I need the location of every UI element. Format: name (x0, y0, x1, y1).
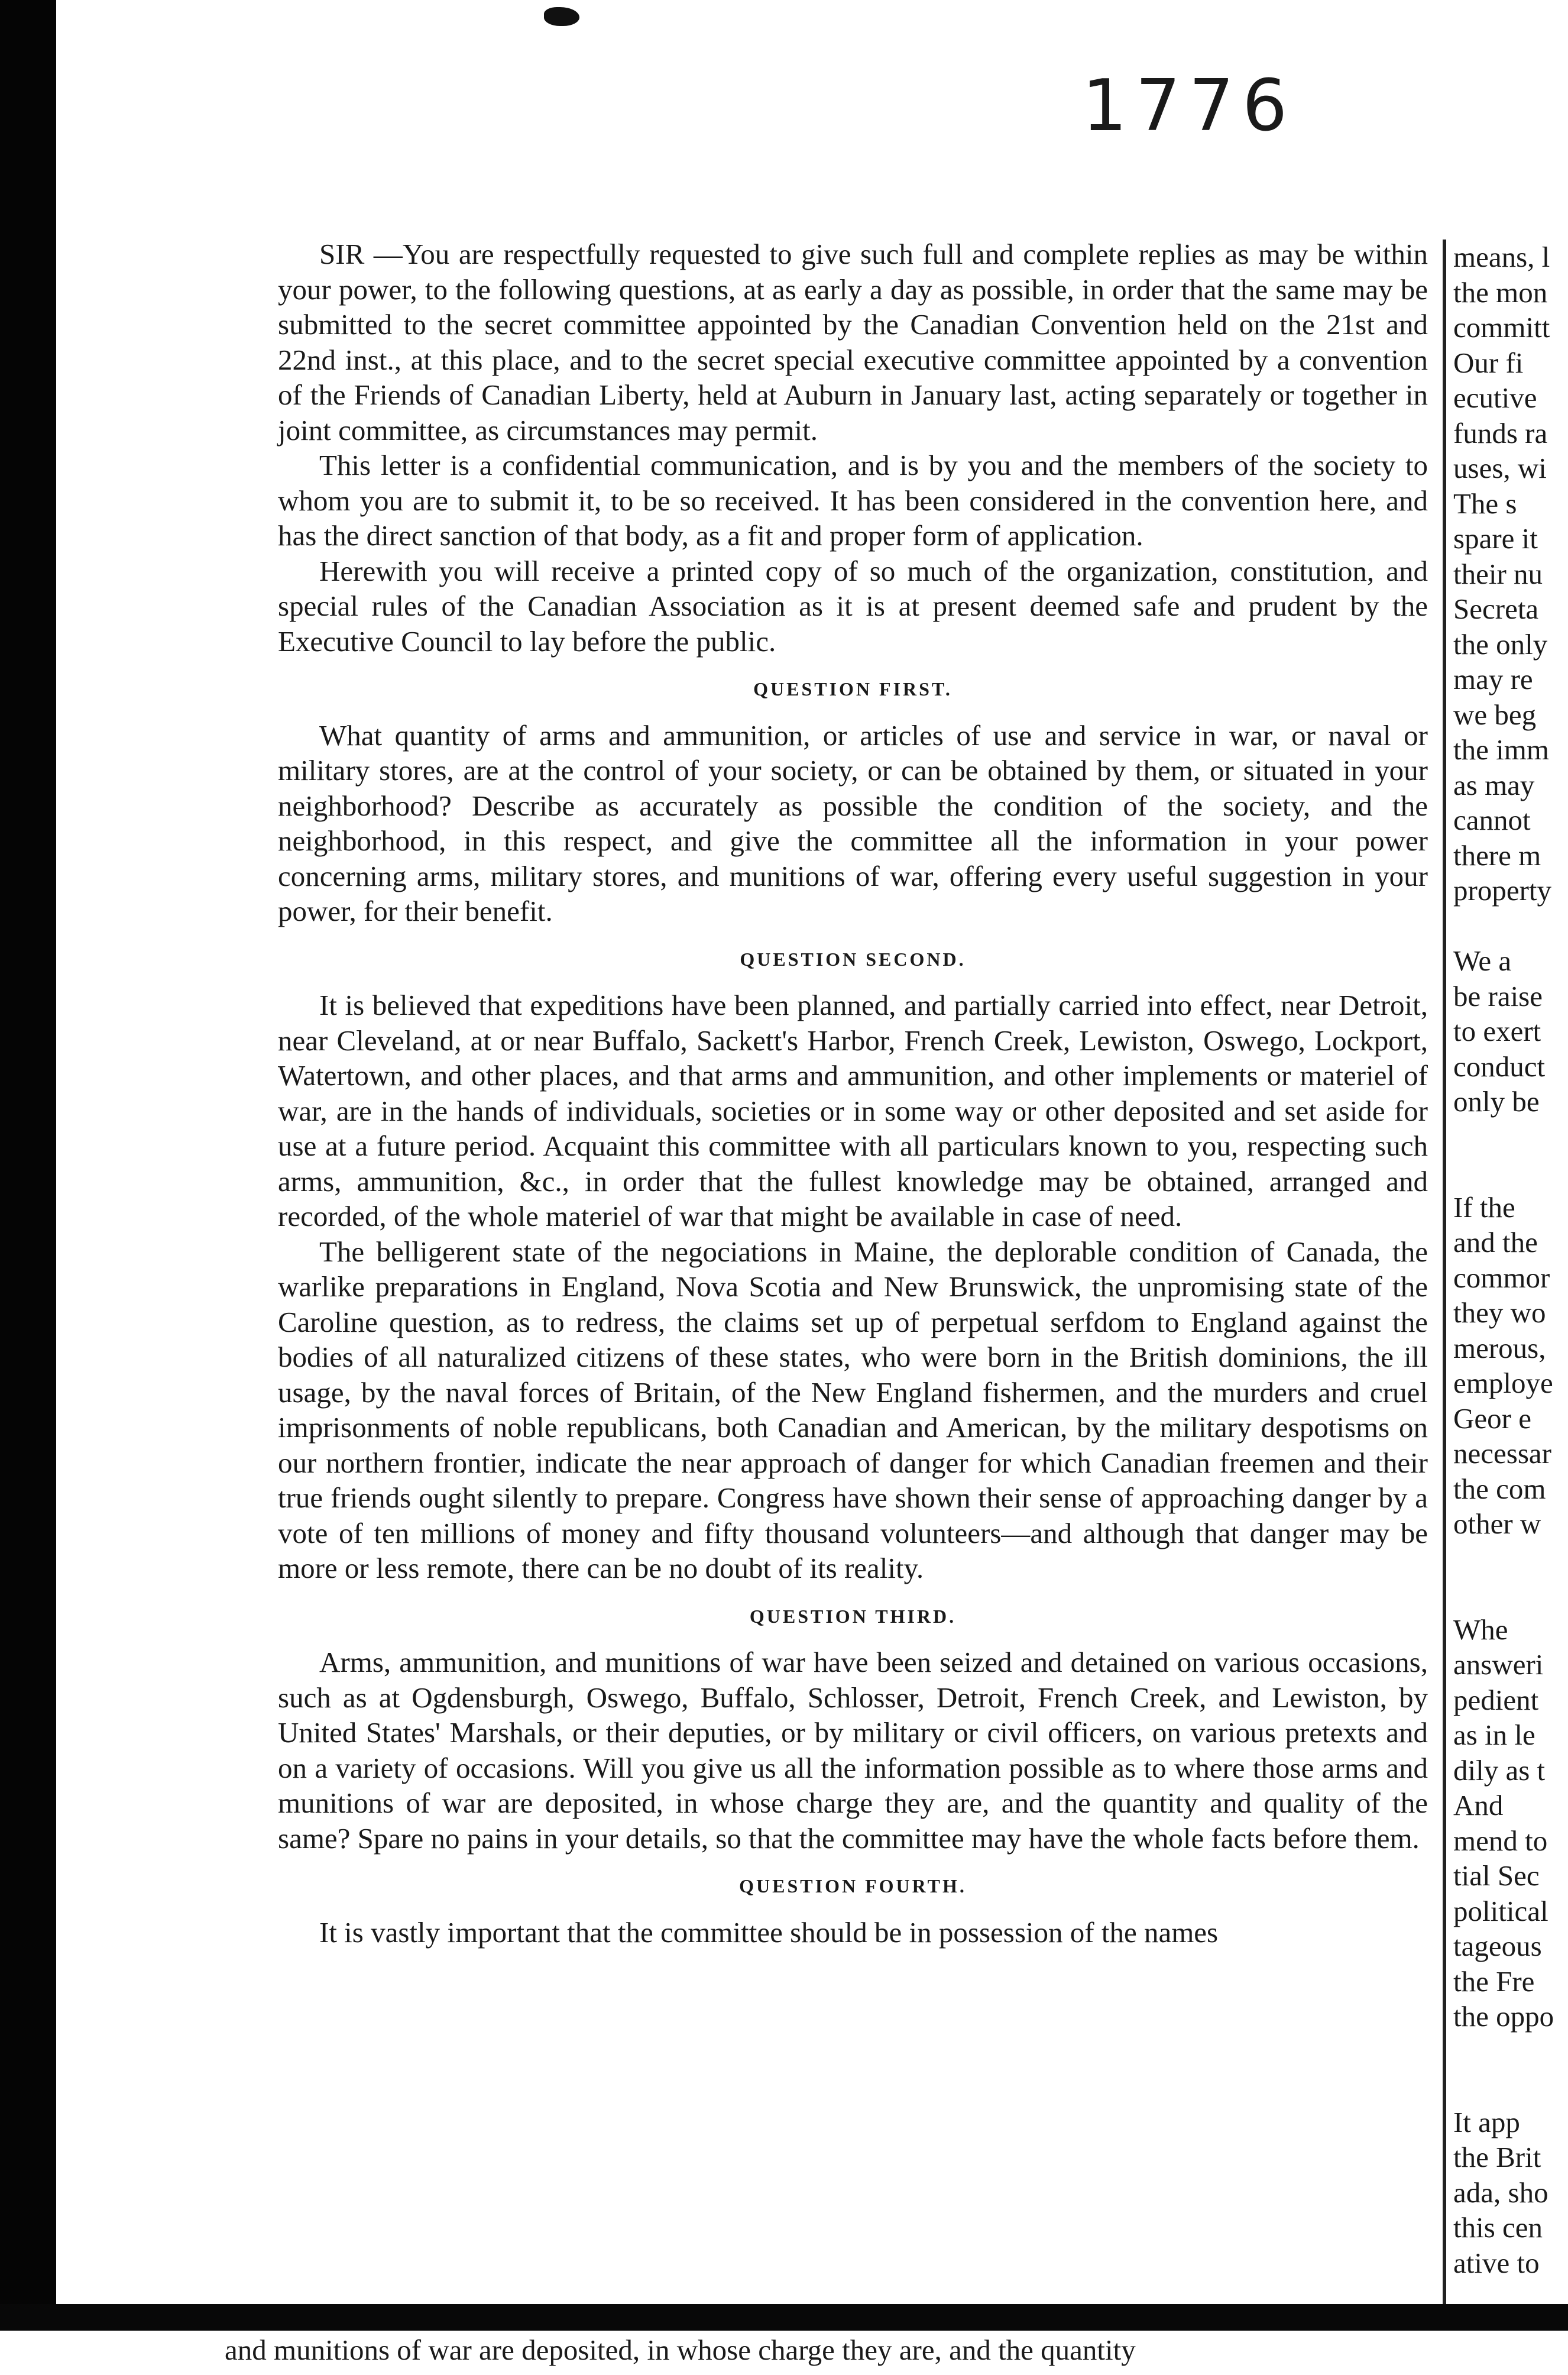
right-column-line: necessar (1453, 1437, 1551, 1470)
right-column-line: may re (1453, 663, 1533, 695)
right-column-line: spare it (1453, 522, 1538, 555)
right-column-line (1453, 1154, 1568, 1190)
right-column-line: as may (1453, 768, 1535, 801)
right-column-line: the oppo (1453, 2000, 1554, 2033)
main-column (278, 237, 1428, 1950)
right-column-line: It app (1453, 2105, 1520, 2138)
right-column-line: we beg (1453, 698, 1537, 731)
right-column-line (1453, 1119, 1568, 1155)
right-column-line: as in le (1453, 1719, 1535, 1751)
right-column-line (1453, 1577, 1568, 1612)
next-page-fragment: and munitions of war are deposited, in whose charge they are, and the quantity (225, 2334, 1136, 2366)
right-column-line: We a (1453, 944, 1512, 977)
right-column-line: tageous (1453, 1930, 1542, 1962)
right-column-line: political (1453, 1894, 1548, 1927)
right-column-line: conduct (1453, 1050, 1546, 1083)
right-column-line: If the (1453, 1190, 1515, 1224)
question-third-text: Arms, ammunition, and munitions of war have been seized and detained on various occasions, such as at Ogdensburgh, Oswego, Buffalo, Schlosser, Detroit, French Creek, and Lewiston, by United States' Marshals, or their deputies, or by military or civil officers, on various pretexts and on a variety of occasions. Will you give us all the information possible as to where those arms and munitions of war are deposited, in whose charge they are, and the quantity and quality of the same? Spare no pains in your details, so that the committee may have the whole facts before them. (278, 1646, 1428, 1855)
right-column-line: funds ra (1453, 416, 1548, 449)
scan-dark-border-bottom (0, 2304, 1568, 2331)
question-fourth-heading: QUESTION FOURTH. (739, 1875, 967, 1897)
intro-paragraph: SIR —You are respectfully requested to give such full and complete replies as may be within your power, to the following questions, at as early a day as possible, in order that the same may be submitted to the secret committee appointed by the Canadian Convention held on the 21st and 22nd inst., at this place, and to the secret special executive committee appointed by a convention of the Friends of Canadian Liberty, held at Auburn in January last, acting separately or together in joint committee, as circumstances may permit. (278, 238, 1428, 446)
herewith-paragraph: Herewith you will receive a printed copy of so much of the organization, constitution, and special rules of the Canadian Association as it is at present deemed safe and prudent by the Executive Council to lay before the public. (278, 554, 1428, 658)
question-second-heading: QUESTION SECOND. (740, 948, 966, 970)
right-column-fragment (1453, 240, 1568, 2280)
right-column-line: ative to (1453, 2246, 1540, 2279)
right-column-line: Our fi (1453, 346, 1524, 379)
right-column-line: the mon (1453, 276, 1548, 309)
right-column-line: uses, wi (1453, 452, 1547, 484)
question-first-heading: QUESTION FIRST. (753, 678, 953, 700)
right-column-line: be raise (1453, 979, 1543, 1012)
right-column-line: Secreta (1453, 593, 1539, 625)
right-column-line (1453, 2034, 1568, 2070)
right-column-line: means, l (1453, 241, 1550, 273)
right-column-line (1453, 908, 1568, 944)
right-column-line: the Brit (1453, 2141, 1541, 2173)
right-column-line: Whe (1453, 1613, 1508, 1646)
question-second-text: It is believed that expeditions have been planned, and partially carried into effect, near Detroit, near Cleveland, at or near Buffalo, Sackett's Harbor, French Creek, Lewiston, Oswego, Lockport, Watertown, and other places, and that arms and ammunition, and other implements or materiel of war, are in the hands of individuals, societies or in some way or other deposited and set aside for use at a future period. Acquaint this committee with all particulars known to you, respecting such arms, ammunition, &c., in order that the fullest knowledge may be obtained, arranged and recorded, of the whole materiel of war that might be available in case of need. (278, 989, 1428, 1232)
next-page-strip (0, 2331, 1568, 2375)
right-column-line: there m (1453, 839, 1541, 872)
right-column-line: And (1453, 1789, 1504, 1821)
right-column-line: committ (1453, 311, 1550, 344)
scan-dark-border-left (0, 0, 56, 2354)
right-column-line: they wo (1453, 1296, 1546, 1329)
right-column-line: the Fre (1453, 1965, 1535, 1998)
right-column-line: ecutive (1453, 381, 1537, 414)
right-column-line: only be (1453, 1085, 1540, 1118)
right-column-line (1453, 1542, 1568, 1577)
right-column-line: The s (1453, 487, 1517, 520)
right-column-line: this cen (1453, 2211, 1543, 2244)
right-column-line: the com (1453, 1472, 1546, 1505)
right-column-line: cannot (1453, 804, 1531, 836)
right-column-line: Geor e (1453, 1402, 1531, 1435)
right-column-line: answeri (1453, 1648, 1544, 1681)
right-column-line: the imm (1453, 733, 1549, 766)
right-column-line: commor (1453, 1261, 1550, 1294)
question-first-text: What quantity of arms and ammunition, or articles of use and service in war, or naval or military stores, are at the control of your society, or can be obtained by them, or situated in your neighborhood? Describe as accurately as possible the condition of the society, and the neighborhood, in this respect, and give the committee all the information in your power concerning arms, military stores, and munitions of war, offering every useful suggestion in your power, for their benefit. (278, 719, 1428, 927)
confidential-paragraph: This letter is a confidential communication, and is by you and the members of the society to whom you are to submit it, to be so received. It has been considered in the convention here, and has the direct sanction of that body, as a fit and proper form of application. (278, 449, 1428, 552)
right-column-line (1453, 2069, 1568, 2105)
right-column-line: the only (1453, 627, 1548, 661)
page-number: 1776 (1082, 65, 1296, 147)
question-second-text-continued: The belligerent state of the negociations in Maine, the deplorable condition of Canada, the warlike preparations in England, Nova Scotia and New Brunswick, the unpromising state of the Caroline question, as to redress, the claims set up of perpetual serfdom to England against the bodies of all naturalized citizens of these states, who were born in the British dominions, the ill usage, by the naval forces of Britain, of the New England fishermen, and the murders and cruel imprisonments of noble republicans, both Canadian and American, by the military despotisms on our northern frontier, indicate the near approach of danger for which Canadian freemen and their true friends ought silently to prepare. Congress have shown their sense of approaching danger by a vote of ten millions of money and fifty thousand volunteers—and although that danger may be more or less remote, there can be no doubt of its reality. (278, 1235, 1428, 1584)
right-column-line: employe (1453, 1367, 1553, 1399)
right-column-line: mend to (1453, 1824, 1548, 1857)
question-fourth-text: It is vastly important that the committee should be in possession of the names (319, 1915, 1219, 1949)
right-column-line: dily as t (1453, 1753, 1546, 1787)
right-column-line: property (1453, 874, 1551, 907)
question-third-heading: QUESTION THIRD. (749, 1605, 957, 1627)
right-column-line: ada, sho (1453, 2176, 1548, 2209)
right-column-line: other w (1453, 1507, 1541, 1540)
right-column-line: pedient (1453, 1683, 1539, 1716)
right-column-line: and the (1453, 1226, 1538, 1258)
column-divider (1443, 240, 1446, 2339)
scan-ink-mark (544, 7, 579, 26)
right-column-line: their nu (1453, 557, 1543, 590)
right-column-line: merous, (1453, 1331, 1546, 1364)
right-column-line: to exert (1453, 1015, 1541, 1047)
right-column-line: tial Sec (1453, 1859, 1540, 1892)
